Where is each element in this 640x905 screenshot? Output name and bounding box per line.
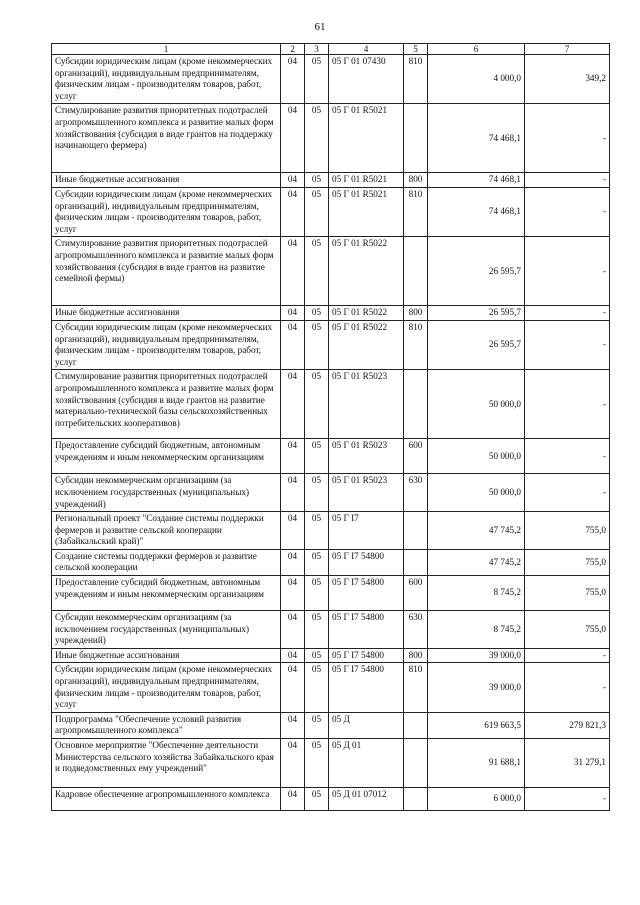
subsection-cell: 05 bbox=[305, 104, 329, 173]
executed-amount-cell: - bbox=[525, 320, 610, 369]
subsection-cell: 05 bbox=[305, 788, 329, 811]
expense-type-cell: 630 bbox=[404, 474, 428, 512]
subsection-cell: 05 bbox=[305, 306, 329, 321]
budget-table bbox=[51, 43, 610, 811]
table-row bbox=[52, 576, 610, 611]
amount-cell: 47 745,2 bbox=[428, 549, 525, 575]
subsection-cell: 05 bbox=[305, 663, 329, 712]
table-row bbox=[52, 549, 610, 575]
amount-cell: 74 468,1 bbox=[428, 187, 525, 236]
subsection-cell: 05 bbox=[305, 549, 329, 575]
item-name-cell: Основное мероприятие "Обеспечение деятельности Министерства сельского хозяйства Забайкальского края и подведомственных ему учреждений" bbox=[52, 739, 281, 788]
item-name-cell: Субсидии юридическим лицам (кроме некоммерческих организаций), индивидуальным предпринимателям, физическим лицам - производителям товаров, работ, услуг bbox=[52, 663, 281, 712]
table-header-row bbox=[52, 44, 610, 55]
section-cell: 04 bbox=[281, 549, 305, 575]
subsection-cell: 05 bbox=[305, 739, 329, 788]
header-cell: 1 bbox=[52, 44, 281, 55]
amount-cell: 74 468,1 bbox=[428, 173, 525, 188]
amount-cell: 26 595,7 bbox=[428, 320, 525, 369]
amount-cell: 39 000,0 bbox=[428, 648, 525, 663]
table-row bbox=[52, 104, 610, 173]
executed-amount-cell: - bbox=[525, 104, 610, 173]
header-cell: 3 bbox=[305, 44, 329, 55]
item-name-cell: Создание системы поддержки фермеров и развитие сельской кооперации bbox=[52, 549, 281, 575]
expense-type-cell bbox=[404, 549, 428, 575]
table-row bbox=[52, 173, 610, 188]
target-article-cell: 05 Г I7 54800 bbox=[329, 611, 404, 649]
subsection-cell: 05 bbox=[305, 611, 329, 649]
subsection-cell: 05 bbox=[305, 237, 329, 306]
expense-type-cell bbox=[404, 512, 428, 550]
target-article-cell: 05 Г 01 R5023 bbox=[329, 474, 404, 512]
executed-amount-cell: - bbox=[525, 474, 610, 512]
expense-type-cell: 800 bbox=[404, 173, 428, 188]
item-name-cell: Субсидии юридическим лицам (кроме некоммерческих организаций), индивидуальным предпринимателям, физическим лицам - производителям товаров, работ, услуг bbox=[52, 187, 281, 236]
table-row bbox=[52, 439, 610, 474]
target-article-cell: 05 Г I7 54800 bbox=[329, 663, 404, 712]
target-article-cell: 05 Г 01 R5021 bbox=[329, 187, 404, 236]
section-cell: 04 bbox=[281, 370, 305, 439]
subsection-cell: 05 bbox=[305, 712, 329, 738]
section-cell: 04 bbox=[281, 663, 305, 712]
executed-amount-cell: 755,0 bbox=[525, 576, 610, 611]
expense-type-cell: 600 bbox=[404, 576, 428, 611]
target-article-cell: 05 Г 01 R5023 bbox=[329, 370, 404, 439]
subsection-cell: 05 bbox=[305, 320, 329, 369]
target-article-cell: 05 Д 01 bbox=[329, 739, 404, 788]
table-row bbox=[52, 320, 610, 369]
expense-type-cell: 800 bbox=[404, 306, 428, 321]
target-article-cell: 05 Г I7 54800 bbox=[329, 648, 404, 663]
amount-cell: 8 745,2 bbox=[428, 576, 525, 611]
amount-cell: 26 595,7 bbox=[428, 306, 525, 321]
executed-amount-cell: - bbox=[525, 237, 610, 306]
expense-type-cell bbox=[404, 370, 428, 439]
table-row bbox=[52, 306, 610, 321]
amount-cell: 50 000,0 bbox=[428, 474, 525, 512]
amount-cell: 47 745,2 bbox=[428, 512, 525, 550]
section-cell: 04 bbox=[281, 320, 305, 369]
target-article-cell: 05 Г 01 R5022 bbox=[329, 237, 404, 306]
table-row bbox=[52, 739, 610, 788]
target-article-cell: 05 Д bbox=[329, 712, 404, 738]
item-name-cell: Стимулирование развития приоритетных подотраслей агропромышленного комплекса и развитие малых форм хозяйствования (субсидия в виде грантов на развитие семейной фермы) bbox=[52, 237, 281, 306]
executed-amount-cell: 755,0 bbox=[525, 611, 610, 649]
amount-cell: 6 000,0 bbox=[428, 788, 525, 811]
item-name-cell: Субсидии юридическим лицам (кроме некоммерческих организаций), индивидуальным предпринимателям, физическим лицам - производителям товаров, работ, услуг bbox=[52, 320, 281, 369]
item-name-cell: Иные бюджетные ассигнования bbox=[52, 173, 281, 188]
target-article-cell: 05 Г I7 54800 bbox=[329, 549, 404, 575]
executed-amount-cell: - bbox=[525, 370, 610, 439]
item-name-cell: Иные бюджетные ассигнования bbox=[52, 306, 281, 321]
table-row bbox=[52, 663, 610, 712]
section-cell: 04 bbox=[281, 788, 305, 811]
expense-type-cell: 630 bbox=[404, 611, 428, 649]
subsection-cell: 05 bbox=[305, 474, 329, 512]
target-article-cell: 05 Г I7 bbox=[329, 512, 404, 550]
section-cell: 04 bbox=[281, 55, 305, 104]
item-name-cell: Иные бюджетные ассигнования bbox=[52, 648, 281, 663]
expense-type-cell: 800 bbox=[404, 648, 428, 663]
subsection-cell: 05 bbox=[305, 187, 329, 236]
subsection-cell: 05 bbox=[305, 173, 329, 188]
expense-type-cell bbox=[404, 712, 428, 738]
target-article-cell: 05 Г 01 R5022 bbox=[329, 320, 404, 369]
section-cell: 04 bbox=[281, 648, 305, 663]
table-row bbox=[52, 474, 610, 512]
item-name-cell: Региональный проект "Создание системы поддержки фермеров и развитие сельской кооперации (Забайкальский край)" bbox=[52, 512, 281, 550]
section-cell: 04 bbox=[281, 104, 305, 173]
table-row bbox=[52, 512, 610, 550]
expense-type-cell: 810 bbox=[404, 55, 428, 104]
expense-type-cell: 810 bbox=[404, 187, 428, 236]
section-cell: 04 bbox=[281, 611, 305, 649]
executed-amount-cell: - bbox=[525, 439, 610, 474]
executed-amount-cell: 31 279,1 bbox=[525, 739, 610, 788]
subsection-cell: 05 bbox=[305, 576, 329, 611]
page-number: 61 bbox=[314, 21, 326, 33]
executed-amount-cell: - bbox=[525, 663, 610, 712]
item-name-cell: Стимулирование развития приоритетных подотраслей агропромышленного комплекса и развитие малых форм хозяйствования (субсидия в виде грантов на поддержку начинающего фермера) bbox=[52, 104, 281, 173]
target-article-cell: 05 Г 01 07430 bbox=[329, 55, 404, 104]
table-row bbox=[52, 237, 610, 306]
amount-cell: 74 468,1 bbox=[428, 104, 525, 173]
executed-amount-cell: 349,2 bbox=[525, 55, 610, 104]
executed-amount-cell: - bbox=[525, 648, 610, 663]
subsection-cell: 05 bbox=[305, 439, 329, 474]
executed-amount-cell: 755,0 bbox=[525, 549, 610, 575]
expense-type-cell bbox=[404, 739, 428, 788]
header-cell: 6 bbox=[428, 44, 525, 55]
header-cell: 2 bbox=[281, 44, 305, 55]
section-cell: 04 bbox=[281, 576, 305, 611]
section-cell: 04 bbox=[281, 512, 305, 550]
executed-amount-cell: - bbox=[525, 788, 610, 811]
amount-cell: 4 000,0 bbox=[428, 55, 525, 104]
expense-type-cell: 600 bbox=[404, 439, 428, 474]
header-cell: 4 bbox=[329, 44, 404, 55]
table-row bbox=[52, 187, 610, 236]
target-article-cell: 05 Г 01 R5021 bbox=[329, 173, 404, 188]
expense-type-cell bbox=[404, 104, 428, 173]
executed-amount-cell: - bbox=[525, 173, 610, 188]
item-name-cell: Предоставление субсидий бюджетным, автономным учреждениям и иным некоммерческим организациям bbox=[52, 439, 281, 474]
target-article-cell: 05 Г 01 R5021 bbox=[329, 104, 404, 173]
subsection-cell: 05 bbox=[305, 370, 329, 439]
expense-type-cell bbox=[404, 237, 428, 306]
expense-type-cell bbox=[404, 788, 428, 811]
item-name-cell: Предоставление субсидий бюджетным, автономным учреждениям и иным некоммерческим организациям bbox=[52, 576, 281, 611]
target-article-cell: 05 Г 01 R5023 bbox=[329, 439, 404, 474]
item-name-cell: Кадровое обеспечение агропромышленного комплекса bbox=[52, 788, 281, 811]
amount-cell: 50 000,0 bbox=[428, 439, 525, 474]
subsection-cell: 05 bbox=[305, 55, 329, 104]
subsection-cell: 05 bbox=[305, 512, 329, 550]
amount-cell: 50 000,0 bbox=[428, 370, 525, 439]
item-name-cell: Субсидии некоммерческим организациям (за исключением государственных (муниципальных) учреждений) bbox=[52, 611, 281, 649]
header-cell: 5 bbox=[404, 44, 428, 55]
section-cell: 04 bbox=[281, 712, 305, 738]
subsection-cell: 05 bbox=[305, 648, 329, 663]
target-article-cell: 05 Г I7 54800 bbox=[329, 576, 404, 611]
table-row bbox=[52, 712, 610, 738]
amount-cell: 39 000,0 bbox=[428, 663, 525, 712]
item-name-cell: Субсидии юридическим лицам (кроме некоммерческих организаций), индивидуальным предпринимателям, физическим лицам - производителям товаров, работ, услуг bbox=[52, 55, 281, 104]
item-name-cell: Стимулирование развития приоритетных подотраслей агропромышленного комплекса и развитие малых форм хозяйствования (субсидия в виде грантов на развитие материально-технической базы сельскохозяйственных потребительских кооперативов) bbox=[52, 370, 281, 439]
table-row bbox=[52, 55, 610, 104]
header-cell: 7 bbox=[525, 44, 610, 55]
target-article-cell: 05 Г 01 R5022 bbox=[329, 306, 404, 321]
item-name-cell: Субсидии некоммерческим организациям (за исключением государственных (муниципальных) учреждений) bbox=[52, 474, 281, 512]
amount-cell: 619 663,5 bbox=[428, 712, 525, 738]
section-cell: 04 bbox=[281, 306, 305, 321]
executed-amount-cell: 755,0 bbox=[525, 512, 610, 550]
section-cell: 04 bbox=[281, 739, 305, 788]
amount-cell: 26 595,7 bbox=[428, 237, 525, 306]
table-row bbox=[52, 370, 610, 439]
expense-type-cell: 810 bbox=[404, 663, 428, 712]
item-name-cell: Подпрограмма "Обеспечение условий развития агропромышленного комплекса" bbox=[52, 712, 281, 738]
executed-amount-cell: - bbox=[525, 306, 610, 321]
executed-amount-cell: - bbox=[525, 187, 610, 236]
table-row bbox=[52, 648, 610, 663]
section-cell: 04 bbox=[281, 173, 305, 188]
amount-cell: 8 745,2 bbox=[428, 611, 525, 649]
table-row bbox=[52, 788, 610, 811]
expense-type-cell: 810 bbox=[404, 320, 428, 369]
section-cell: 04 bbox=[281, 237, 305, 306]
amount-cell: 91 688,1 bbox=[428, 739, 525, 788]
table-row bbox=[52, 611, 610, 649]
section-cell: 04 bbox=[281, 474, 305, 512]
target-article-cell: 05 Д 01 07012 bbox=[329, 788, 404, 811]
executed-amount-cell: 279 821,3 bbox=[525, 712, 610, 738]
section-cell: 04 bbox=[281, 439, 305, 474]
section-cell: 04 bbox=[281, 187, 305, 236]
